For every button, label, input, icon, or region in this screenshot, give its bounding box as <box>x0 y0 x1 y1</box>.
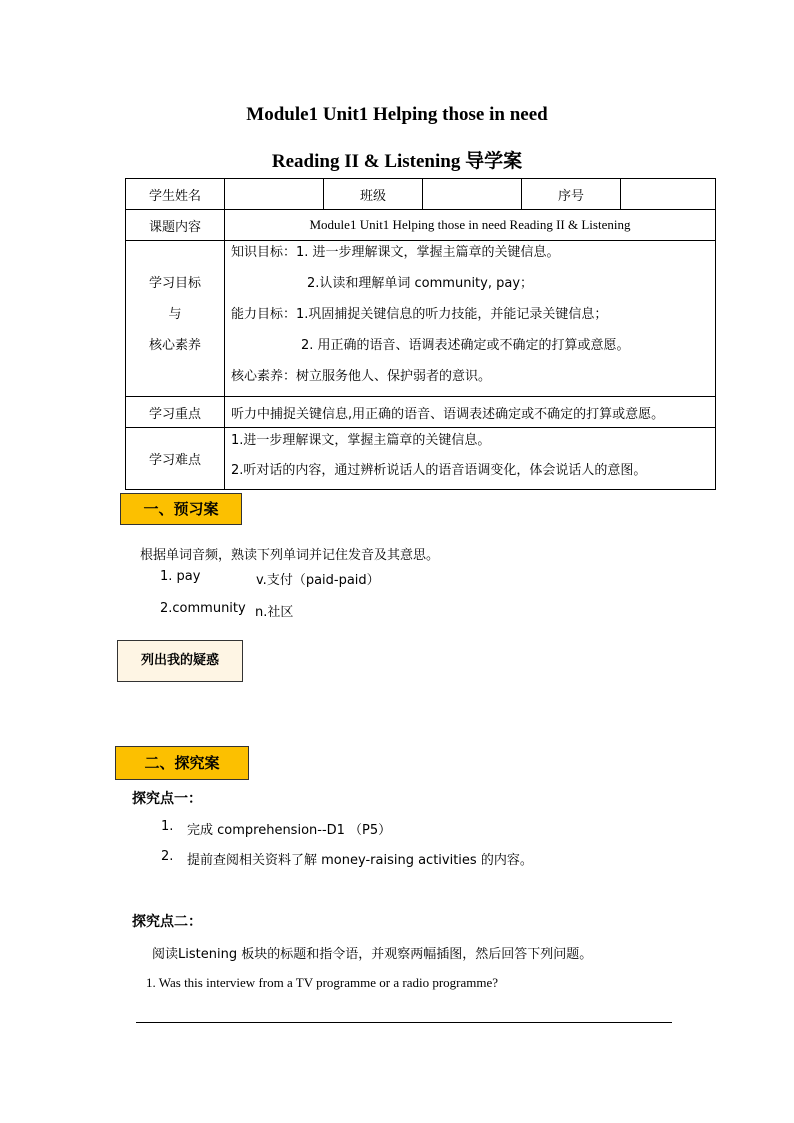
difficulty-line: 2.听对话的内容，通过辨析说话人的语音语调变化，体会说话人的意图。 <box>231 462 647 478</box>
vocab-word: 2.community <box>160 601 246 616</box>
point1-item-number: 2. <box>161 849 174 864</box>
document-title: Module1 Unit1 Helping those in need <box>246 104 548 125</box>
seq-label: 序号 <box>522 179 621 210</box>
key-points-label: 学习重点 <box>126 397 225 428</box>
vocab-meaning: v.支付（paid-paid） <box>256 573 380 588</box>
doubts-box: 列出我的疑惑 <box>117 640 243 682</box>
point1-item: 提前查阅相关资料了解 money-raising activities 的内容。 <box>187 853 533 868</box>
point2-title: 探究点二： <box>132 914 202 930</box>
student-name-label: 学生姓名 <box>126 179 225 210</box>
student-name-field[interactable] <box>225 179 324 210</box>
section1-instruction: 根据单词音频，熟读下列单词并记住发音及其意思。 <box>140 548 440 563</box>
goals-label-line: 学习目标 <box>148 276 201 291</box>
goals-label-line: 与 <box>168 307 182 322</box>
difficulties-label: 学习难点 <box>126 428 225 490</box>
goal-line: 2.认读和理解单词 community, pay； <box>307 276 534 291</box>
goals-label <box>126 241 225 397</box>
difficulties-content <box>225 428 716 490</box>
table-row <box>126 210 716 241</box>
section1-heading: 一、预习案 <box>120 493 242 525</box>
vocab-meaning: n.社区 <box>255 605 294 620</box>
key-points-value: 听力中捕捉关键信息,用正确的语音、语调表述确定或不确定的打算或意愿。 <box>225 397 716 428</box>
info-table <box>125 178 716 490</box>
topic-value: Module1 Unit1 Helping those in need Reading II & Listening <box>225 210 716 241</box>
topic-label: 课题内容 <box>126 210 225 241</box>
answer-line[interactable] <box>136 1022 672 1023</box>
goal-line: 2. 用正确的语音、语调表述确定或不确定的打算或意愿。 <box>301 338 630 353</box>
question-1: 1. Was this interview from a TV programme or a radio programme? <box>146 975 499 990</box>
seq-field[interactable] <box>621 179 716 210</box>
point1-item: 完成 comprehension--D1 （P5） <box>187 823 392 838</box>
goal-line: 知识目标：1. 进一步理解课文，掌握主篇章的关键信息。 <box>231 245 560 260</box>
difficulty-line: 1.进一步理解课文，掌握主篇章的关键信息。 <box>231 432 491 448</box>
class-field[interactable] <box>423 179 522 210</box>
table-row <box>126 397 716 428</box>
table-row <box>126 428 716 490</box>
document-subtitle: Reading II & Listening 导学案 <box>271 151 523 172</box>
class-label: 班级 <box>324 179 423 210</box>
goals-content <box>225 241 716 397</box>
goal-line: 能力目标：1.巩固捕捉关键信息的听力技能，并能记录关键信息； <box>231 307 608 322</box>
table-row <box>126 179 716 210</box>
point2-instruction: 阅读Listening 板块的标题和指令语，并观察两幅插图，然后回答下列问题。 <box>152 947 593 962</box>
section2-heading: 二、探究案 <box>115 746 249 780</box>
table-row <box>126 241 716 397</box>
goal-line: 核心素养：树立服务他人、保护弱者的意识。 <box>231 369 492 384</box>
point1-item-number: 1. <box>161 819 174 834</box>
vocab-word: 1. pay <box>160 569 201 584</box>
goals-label-line: 核心素养 <box>148 338 201 353</box>
point1-title: 探究点一： <box>132 791 202 807</box>
